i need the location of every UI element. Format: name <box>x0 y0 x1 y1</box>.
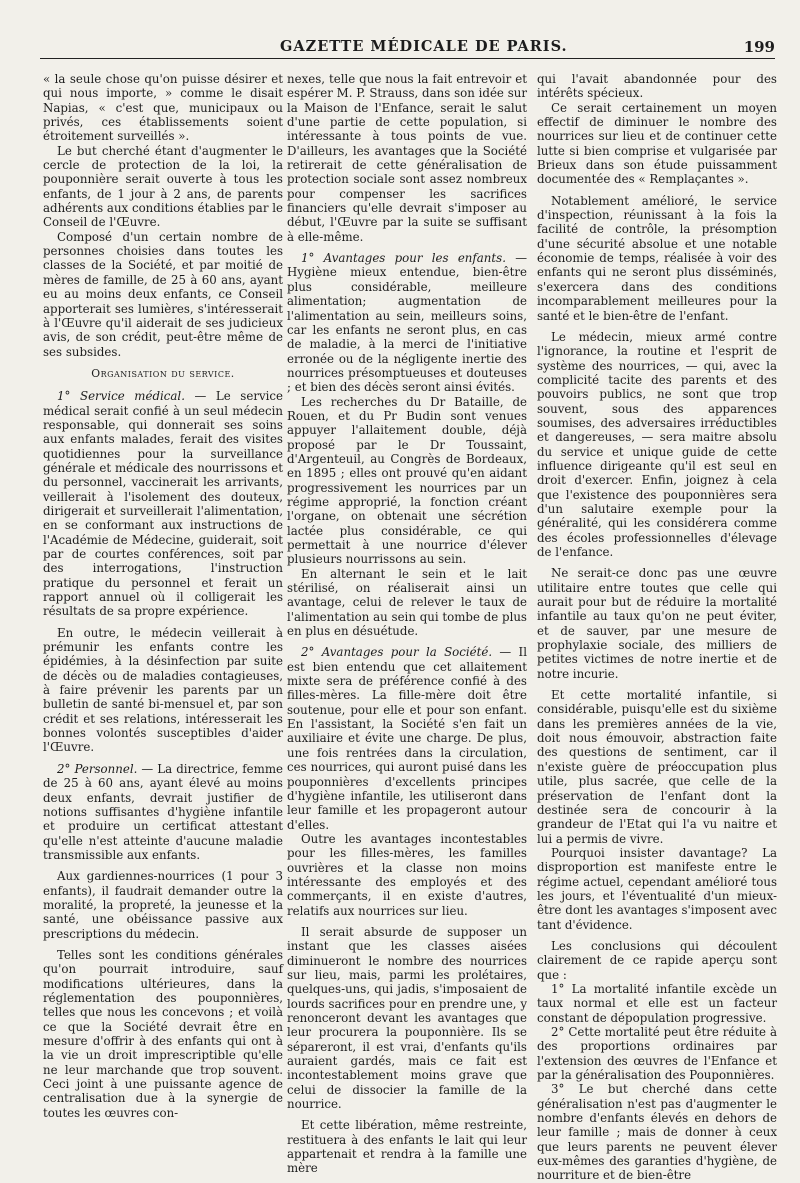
paragraph: nexes, telle que nous la fait entrevoir et espérer M. P. Strauss, dans son idée sur la Maison de l'Enfance, serait le salut d'une partie de cette population, si intéressante à tous points de vue. D'ailleurs, les avantages que la Société retirerait de cette généralisation de protection sociale sont assez nombreux pour compenser les sacrifices financiers qu'elle devrait s'imposer au début, l'Œuvre par la suite se suffisant à elle-même. <box>287 72 527 244</box>
paragraph: 1° La mortalité infantile excède un taux normal et elle est un facteur constant de dépopulation progressive. <box>537 981 777 1025</box>
column-right <box>537 72 777 1183</box>
paragraph: Pourquoi insister davantage? La disproportion est manifeste entre le régime actuel, cependant amélioré tous les jours, et l'éventualité d'un mieux-être dont les avantages s'imposent avec tant d'évidence. <box>537 845 777 932</box>
paragraph-title: 1° Avantages pour les enfants. <box>301 251 506 266</box>
paragraph: 2° Cette mortalité peut être réduite à des proportions ordinaires par l'extension des œuvres de l'Enfance et par la généralisation des Pouponnières. <box>537 1025 777 1083</box>
paragraph <box>287 251 527 394</box>
paragraph: Le but cherché étant d'augmenter le cercle de protection de la loi, la pouponnière serait ouverte à tous les enfants, de 1 jour à 2 ans, de parents adhérents aux conditions établies par le Conseil de l'Œuvre. <box>43 143 283 230</box>
paragraph-body: — Le service médical serait confié à un seul médecin responsable, qui donnerait ses soins aux enfants malades, ferait des visites quotidiennes pour la surveillance générale et médicale des nourrissons et du personnel, vaccinerait les arrivants, veillerait à l'isolement des douteux, dirigerait et surveillerait l'alimentation, en se conformant aux instructions de l'Académie de Médecine, guiderait, soit par de courtes conférences, soit par des interrogations, l'instruction pratique du personnel et ferait un rapport annuel où il colligerait les résultats de sa propre expérience. <box>43 389 283 619</box>
paragraph: Ne serait-ce donc pas une œuvre utilitaire entre toutes que celle qui aurait pour but de réduire la mortalité infantile au taux qu'on ne peut éviter, et de sauver, par une mesure de prophylaxie sociale, des milliers de petites victimes de notre inertie et de notre incurie. <box>537 566 777 681</box>
paragraph: Il serait absurde de supposer un instant que les classes aisées diminueront le nombre des nourrices sur lieu, mais, parmi les prolétaires, quelques-uns, qui jadis, s'imposaient de lourds sacrifices pour en prendre une, y renonceront devant les avantages que leur procurera la pouponnière. Ils se sépareront, il est vrai, d'enfants qu'ils auraient gardés, mais ce fait est incontestablement moins grave que celui de dissocier la famille de la nourrice. <box>287 924 527 1112</box>
paragraph: Notablement amélioré, le service d'inspection, réunissant à la fois la facilité de contrôle, la présomption d'une sécurité absolue et une notable économie de temps, réalisée à voir des enfants qui ne seront plus disséminés, s'exercera dans des conditions incomparablement meilleures pour la santé et le bien-être de l'enfant. <box>537 193 777 323</box>
paragraph: Composé d'un certain nombre de personnes choisies dans toutes les classes de la Société, et par moitié de mères de famille, de 25 à 60 ans, ayant eu au moins deux enfants, ce Conseil apporterait ses lumières, s'intéresserait à l'Œuvre qu'il aiderait de ses judicieux avis, de son crédit, peut-être même de ses subsides. <box>43 229 283 359</box>
paragraph: 3° Le but cherché dans cette généralisation n'est pas d'augmenter le nombre d'enfants élevés en dehors de leur famille ; mais de donner à ceux que leurs parents ne peuvent élever eux-mêmes des garanties d'hygiène, de nourriture et de bien-être <box>537 1082 777 1183</box>
paragraph-title: 2° Avantages pour la Société. <box>301 645 493 660</box>
column-left <box>43 72 283 1120</box>
paragraph: En outre, le médecin veillerait à prémunir les enfants contre les épidémies, à la désinfection par suite de décès ou de maladies contagieuses, à faire prévenir les parents par un bulletin de santé bi-mensuel et, par son crédit et ses relations, intéresserait les bonnes volontés susceptibles d'aider l'Œuvre. <box>43 625 283 755</box>
paragraph: qui l'avait abandonnée pour des intérêts spécieux. <box>537 72 777 101</box>
paragraph <box>43 389 283 619</box>
paragraph: Outre les avantages incontestables pour les filles-mères, les familles ouvrières et la classe non moins intéressante des employés et des commerçants, il en existe d'autres, relatifs aux nourrices sur lieu. <box>287 831 527 918</box>
paragraph-body: — Il est bien entendu que cet allaitement mixte sera de préférence confié à des filles-mères. La fille-mère doit être soutenue, pour elle et pour son enfant. En l'assistant, la Société s'en fait un auxiliaire et évite une charge. De plus, une fois rentrées dans la circulation, ces nourrices, qui auront puisé dans les pouponnières d'excellents principes d'hygiène infantile, les utiliseront dans leur famille et les propageront autour d'elles. <box>287 645 527 832</box>
section-heading: Organisation du service. <box>91 366 235 380</box>
paragraph: Et cette libération, même restreinte, restituera à des enfants le lait qui leur appartenait et rendra à la famille une mère <box>287 1118 527 1176</box>
paragraph: Telles sont les conditions générales qu'on pourrait introduire, sauf modifications ultérieures, dans la réglementation des pouponnières, telles que nous les concevons ; et voilà ce que la Société devrait être en mesure d'offrir à des enfants qui ont à la vie un droit imprescriptible qu'elle ne leur marchande que trop souvent. Ceci joint à une puissante agence de centralisation due à la synergie de toutes les œuvres con- <box>43 947 283 1120</box>
paragraph-title: 2° Personnel. <box>57 761 138 776</box>
paragraph: En alternant le sein et le lait stérilisé, on réaliserait ainsi un avantage, celui de relever le taux de l'alimentation au sein qui tombe de plus en plus en désuétude. <box>287 566 527 639</box>
page-header <box>40 18 775 59</box>
paragraph: Le médecin, mieux armé contre l'ignorance, la routine et l'esprit de système des nourrices, — qui, avec la complicité tacite des parents et des pouvoirs publics, ne sont que trop souvent, sous des apparences soumises, des adversaires irréductibles et dangereuses, — sera maitre absolu du service et unique guide de cette influence dirigeante qu'il est seul en droit d'exercer. Enfin, joignez à cela que l'existence des pouponnières sera d'un salutaire exemple pour la généralité, qui les considérera comme des écoles professionnelles d'élevage de l'enfance. <box>537 329 777 559</box>
column-middle <box>287 72 528 1176</box>
paragraph <box>287 645 527 831</box>
paragraph-body: — Hygiène mieux entendue, bien-être plus considérable, meilleure alimentation; augmentation de l'alimentation au sein, meilleurs soins, car les enfants ne seront plus, en cas de maladie, à la merci de l'initiative erronée ou de la négligente inertie des nourrices présomptueuses et douteuses ; et bien des décès seront ainsi évités. <box>287 251 528 395</box>
paragraph: « la seule chose qu'on puisse désirer et qui nous importe, » comme le disait Napias, « c'est que, municipaux ou privés, ces établissements soient étroitement surveillés ». <box>43 72 283 144</box>
paragraph: Les recherches du Dr Bataille, de Rouen, et du Pr Budin sont venues appuyer l'allaitement double, déjà proposé par le Dr Toussaint, d'Argenteuil, au Congrès de Bordeaux, en 1895 ; elles ont prouvé qu'en aidant progressivement les nourrices par un régime approprié, la fonction créant l'organe, on obtenait une sécrétion lactée plus considérable, ce qui permettait à une nourrice d'élever plusieurs nourrissons au sein. <box>287 394 527 567</box>
paragraph <box>43 762 283 862</box>
paragraph-title: 1° Service médical. <box>57 389 185 404</box>
paragraph: Les conclusions qui découlent clairement de ce rapide aperçu sont que : <box>537 938 777 982</box>
paragraph: Ce serait certainement un moyen effectif de diminuer le nombre des nourrices sur lieu et de continuer cette lutte si bien comprise et vulgarisée par Brieux dans son étude puissamment documentée des « Remplaçantes ». <box>537 100 777 187</box>
paragraph: Et cette mortalité infantile, si considérable, puisqu'elle est du sixième dans les premières années de la vie, doit nous émouvoir, abstraction faite des questions de sentiment, car il n'existe guère de préoccupation plus utile, plus sacrée, que celle de la préservation de l'enfant dont la destinée sera de concourir à la grandeur de l'Etat qui l'a vu naitre et lui a permis de vivre. <box>537 688 777 846</box>
paragraph: Aux gardiennes-nourrices (1 pour 3 enfants), il faudrait demander outre la moralité, la propreté, la jeunesse et la santé, une obéissance passive aux prescriptions du médecin. <box>43 869 283 941</box>
journal-title: GAZETTE MÉDICALE DE PARIS. <box>280 38 568 55</box>
page-number: 199 <box>743 38 775 56</box>
paragraph-body: — La directrice, femme de 25 à 60 ans, ayant élevé au moins deux enfants, devrait justifier de notions suffisantes d'hygiène infantile et produire un certificat attestant qu'elle n'est atteinte d'aucune maladie transmissible aux enfants. <box>43 761 283 862</box>
